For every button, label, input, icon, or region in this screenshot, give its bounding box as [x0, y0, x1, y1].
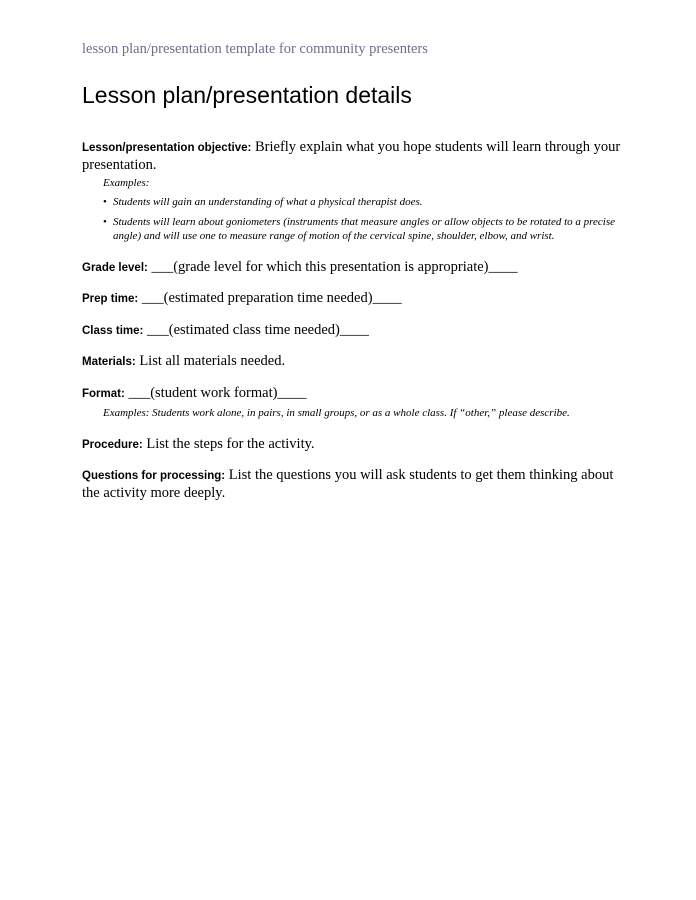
- questions-label: Questions for processing:: [82, 470, 226, 482]
- objective-example-list: [103, 195, 623, 249]
- bullet-icon: •: [103, 216, 107, 228]
- grade-level-field: [82, 259, 622, 277]
- prep-time-label: Prep time:: [82, 293, 139, 305]
- procedure-field: [82, 436, 622, 454]
- prep-time-field: [82, 290, 622, 308]
- class-time-label: Class time:: [82, 325, 144, 337]
- format-field: [82, 385, 622, 403]
- list-item: [103, 195, 623, 209]
- list-item: [103, 215, 623, 243]
- format-text: ___(student work format)____: [124, 385, 307, 401]
- materials-field: [82, 353, 622, 371]
- prep-time-text: ___(estimated preparation time needed)____: [138, 290, 402, 306]
- format-examples-note: Examples: Students work alone, in pairs, in small groups, or as a whole class. If “other,” please describe.: [103, 407, 570, 419]
- example-text: Students will gain an understanding of what a physical therapist does.: [113, 196, 423, 208]
- objective-text: Briefly explain what you hope students will learn through your presentation.: [82, 139, 621, 173]
- materials-text: List all materials needed.: [135, 353, 286, 369]
- bullet-icon: •: [103, 196, 107, 208]
- objective-label: Lesson/presentation objective:: [82, 142, 252, 154]
- format-label: Format:: [82, 388, 125, 400]
- objective-examples-caption: Examples:: [103, 177, 150, 189]
- materials-label: Materials:: [82, 356, 136, 368]
- objective-field: [82, 139, 622, 174]
- questions-field: [82, 467, 622, 502]
- class-time-text: ___(estimated class time needed)____: [143, 322, 369, 338]
- grade-level-label: Grade level:: [82, 262, 148, 274]
- class-time-field: [82, 322, 622, 340]
- running-header: lesson plan/presentation template for community presenters: [82, 41, 428, 57]
- questions-text: List the questions you will ask students to get them thinking about the activity more deeply.: [82, 467, 614, 501]
- procedure-text: List the steps for the activity.: [142, 436, 315, 452]
- procedure-label: Procedure:: [82, 439, 143, 451]
- example-text: Students will learn about goniometers (instruments that measure angles or allow objects to be rotated to a precise angle) and will use one to measure range of motion of the cervical spine, shoulder, elbow, and wrist.: [113, 216, 615, 242]
- grade-level-text: ___(grade level for which this presentation is appropriate)____: [147, 259, 518, 275]
- page-title: Lesson plan/presentation details: [82, 82, 412, 108]
